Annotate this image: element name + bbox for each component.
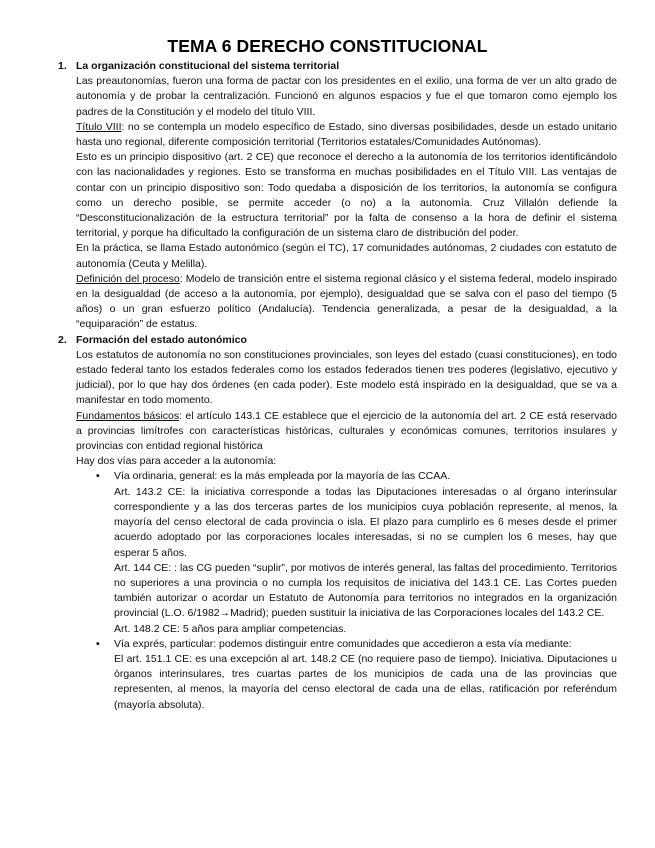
paragraph <box>76 272 617 333</box>
paragraph-text: : Modelo de transición entre el sistema regional clásico y el sistema federal, modelo inspirado en la desigualdad (de acceso a la autonomía, por ejemplo), desigualdad que se salva con el paso del tiempo (5 años) o un gran esfuerzo político (Andalucía). Tendencia generalizada, a pesar de la desigualdad, a la “equiparación” de estatus. <box>76 272 618 331</box>
paragraph: Esto es un principio dispositivo (art. 2 CE) que reconoce el derecho a la autonomía de los territorios identificándolo con las nacionalidades y regiones. Esto se transforma en muchas posibilidades en el Título VIII. Las ventajas de contar con un principio dispositivo son: Todo quedaba a disposición de los territorios, la autonomía se configura como un derecho posible, se permite acceder (o no) a la autonomía. Cruz Villalón defiende la “Desconstitucionalización de la estructura territorial” por la falta de consenso a la hora de definir el sistema territorial, y porque ha dificultado la configuración de un sistema claro de distribución del poder. <box>76 151 617 240</box>
bullet-line: Vía ordinaria, general: es la más empleada por la mayoría de las CCAA. <box>114 470 451 483</box>
section-title: La organización constitucional del sistema territorial <box>76 60 340 72</box>
document-title: TEMA 6 DERECHO CONSTITUCIONAL <box>167 36 488 56</box>
bullet-line: Art. 143.2 CE: la iniciativa corresponde a todas las Diputaciones interesadas o al órgano interinsular correspondiente y a las dos terceras partes de los municipios cuya población represente, al menos, la mayoría del censo electoral de cada provincia o isla. El plazo para cumplirlo es 6 meses desde el primer acuerdo adoptado por las corporaciones locales interesadas, si no se cumplen los 6 meses, hay que esperar 5 años. <box>114 485 617 559</box>
paragraph-label: Fundamentos básicos <box>76 409 180 422</box>
paragraph-label: Definición del proceso <box>76 272 180 285</box>
section-number: 2. <box>58 333 67 346</box>
bullet-icon: • <box>96 470 100 483</box>
bullet-line: El art. 151.1 CE: es una excepción al art. 148.2 CE (no requiere paso de tiempo). Iniciativa. Diputaciones u órganos interinsulares, tres cuartas partes de los municipios de cada una de las provincias que representen, al menos, la mayoría del censo electoral de cada una de ellas, ratificación por referéndum (mayoría absoluta). <box>114 652 617 711</box>
paragraph: Las preautonomías, fueron una forma de pactar con los presidentes en el exilio, una forma de ver un alto grado de autonomía y de probar la centralización. Funcionó en algunos espacios y fue el que tomaron como ejemplo los padres de la Constitución y el modelo del título VIII. <box>76 75 617 118</box>
document-body <box>58 59 618 713</box>
paragraph: Los estatutos de autonomía no son constituciones provinciales, son leyes del estado (cuasi constituciones), en todo estado federal tanto los estados federales como los estados federados tienen tres poderes (legislativo, ejecutivo y judicial), por lo que hay dos órdenes (en cada poder). Este modelo está inspirado en la desigualdad, que se va a manifestar en todo momento. <box>76 348 617 407</box>
section-number: 1. <box>58 60 67 72</box>
bullet-icon: • <box>96 637 100 650</box>
bullet-line: Art. 144 CE: : las CG pueden “suplir”, por motivos de interés general, las faltas del procedimiento. Territorios no superiores a una provincia o no cumpla los requisitos de iniciativa del 143.1 CE. Las Cortes pueden también autorizar o acordar un Estatuto de Autonomía para territorios no integrados en la organización provincial (L.O. 6/1982→Madrid); pueden sustituir la iniciativa de las Corporaciones locales del 143.2 CE. <box>114 561 617 620</box>
bullet-item <box>96 637 617 713</box>
paragraph <box>76 409 617 455</box>
section-title: Formación del estado autonómico <box>76 333 247 346</box>
paragraph <box>76 120 617 150</box>
paragraph: En la práctica, se llama Estado autonómico (según el TC), 17 comunidades autónomas, 2 ciudades con estatuto de autonomía (Ceuta y Melilla). <box>76 242 617 270</box>
section-heading <box>58 333 617 348</box>
paragraph-text: : el artículo 143.1 CE establece que el ejercicio de la autonomía del art. 2 CE está reservado a provincias limítrofes con características históricas, culturales y económicas comunes, territorios insulares y provincias con entidad regional histórica <box>76 409 618 453</box>
paragraph-label: Título VIII <box>76 120 122 133</box>
bullet-line: Vía exprés, particular: podemos distinguir entre comunidades que accedieron a esta vía mediante: <box>114 637 572 650</box>
section-heading <box>58 59 617 74</box>
bullet-item <box>96 469 617 636</box>
paragraph-text: : no se contempla un modelo específico de Estado, sino diversas posibilidades, desde un estado unitario hasta uno regional, diferente composición territorial (Territorios estatales/Comunidades Autónomas). <box>76 120 617 149</box>
paragraph: Hay dos vías para acceder a la autonomía: <box>76 455 277 468</box>
bullet-line: Art. 148.2 CE: 5 años para ampliar competencias. <box>114 622 347 635</box>
